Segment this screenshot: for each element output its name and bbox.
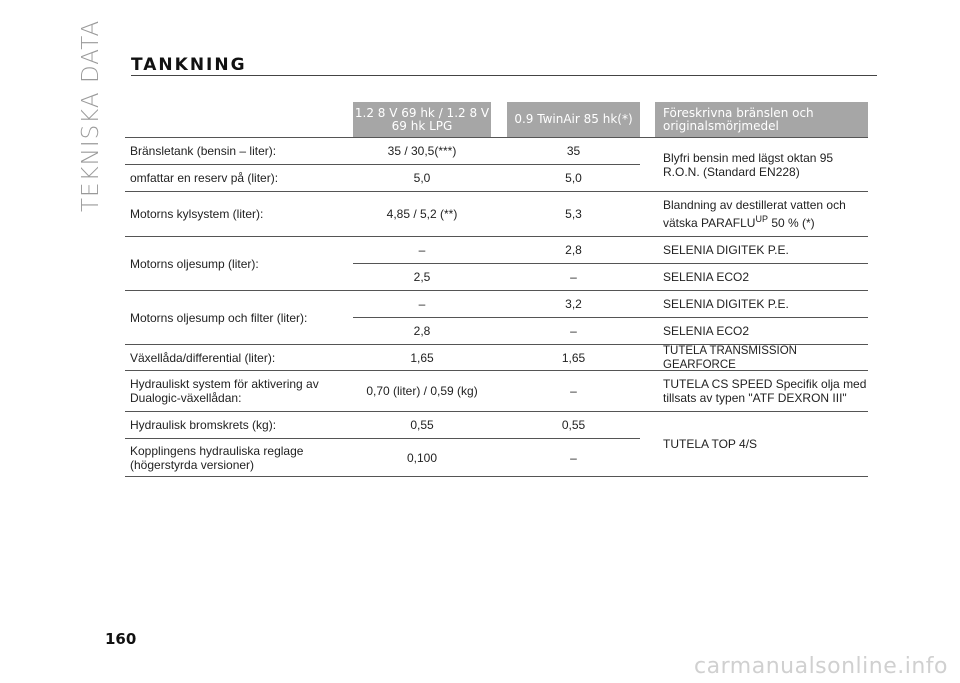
row-value-engine-1: – [418, 243, 426, 257]
header-engine-1: 1.2 8 V 69 hk / 1.2 8 V 69 hk LPG [353, 102, 491, 137]
row-value-engine-1: 1,65 [410, 350, 434, 365]
coolant-sup: UP [755, 214, 768, 224]
table-row [125, 192, 868, 237]
row-value-engine-2: 5,0 [565, 171, 582, 185]
row-value-engine-1: 5,0 [413, 171, 431, 185]
row-value-engine-1: – [418, 297, 426, 311]
row-value-engine-2: 3,2 [565, 297, 582, 311]
fuel-table [125, 102, 868, 477]
row-value-engine-1: 35 / 30,5(***) [387, 144, 457, 158]
table-header [125, 102, 868, 138]
row-spec: SELENIA DIGITEK P.E. [663, 243, 789, 257]
table-row-group-fuel [125, 138, 868, 192]
row-value-engine-2: 1,65 [561, 350, 586, 365]
page-title: TANKNING [131, 55, 247, 75]
row-value-engine-1: 0,55 [410, 418, 434, 432]
row-label: Kopplingens hydrauliska reglage (högerstyrda versioner) [130, 443, 304, 472]
row-label: Hydraulisk bromskrets (kg): [130, 418, 277, 432]
row-label: Bränsletank (bensin – liter): [130, 144, 277, 158]
row-spec: TUTELA TRANSMISSION GEARFORCE [663, 344, 797, 371]
fuel-spec: Blyfri bensin med lägst oktan 95 R.O.N. (Standard EN228) [663, 150, 834, 179]
row-value-engine-1: 2,5 [413, 270, 431, 284]
row-value-engine-2: – [570, 384, 577, 398]
row-label: Hydrauliskt system för aktivering av Dualogic-växellådan: [130, 377, 319, 405]
row-label: Motorns oljesump och filter (liter): [130, 310, 308, 325]
row-value-engine-2: 2,8 [565, 243, 582, 257]
page-number: 160 [105, 630, 137, 648]
row-label: omfattar en reserv på (liter): [130, 171, 279, 185]
row-spec: SELENIA ECO2 [663, 324, 750, 338]
header-fluids: Föreskrivna bränslen och originalsmörjmedel [655, 102, 868, 137]
row-value-engine-1: 2,8 [413, 324, 431, 338]
table-row [125, 345, 868, 371]
row-spec: SELENIA DIGITEK P.E. [663, 297, 789, 311]
row-spec: TUTELA CS SPEED Specifik olja med tillsats av typen "ATF DEXRON III" [663, 377, 867, 405]
table-row-group-oil-filter [125, 291, 868, 345]
row-spec: SELENIA ECO2 [663, 270, 750, 284]
brake-spec: TUTELA TOP 4/S [663, 437, 758, 451]
row-label: Motorns oljesump (liter): [130, 256, 259, 271]
row-value-engine-1: 0,100 [406, 450, 438, 465]
row-value-engine-1: 0,70 (liter) / 0,59 (kg) [366, 384, 478, 398]
table-row-group-oil [125, 237, 868, 291]
row-value-engine-2: 5,3 [565, 207, 582, 221]
table-row [125, 371, 868, 412]
coolant-spec [655, 192, 868, 236]
row-value-engine-2: 0,55 [561, 418, 586, 432]
row-value-engine-1: 4,85 / 5,2 (**) [386, 207, 458, 221]
row-value-engine-2: – [570, 450, 577, 465]
coolant-text: Blandning av destillerat vatten och vätska PARAFLU [663, 198, 846, 230]
section-side-title: TEKNISKA DATA [78, 19, 104, 212]
row-value-engine-2: 35 [566, 144, 581, 158]
footer-watermark: carmanualsonline.info [694, 654, 948, 679]
row-label: Växellåda/differential (liter): [130, 350, 276, 365]
header-engine-2: 0.9 TwinAir 85 hk(*) [507, 102, 640, 137]
row-value-engine-2: – [570, 324, 577, 338]
title-rule [131, 75, 877, 76]
table-row-group-brake [125, 412, 868, 477]
row-value-engine-2: – [570, 270, 577, 284]
row-label: Motorns kylsystem (liter): [130, 207, 264, 221]
coolant-text-end: 50 % (*) [768, 216, 815, 230]
